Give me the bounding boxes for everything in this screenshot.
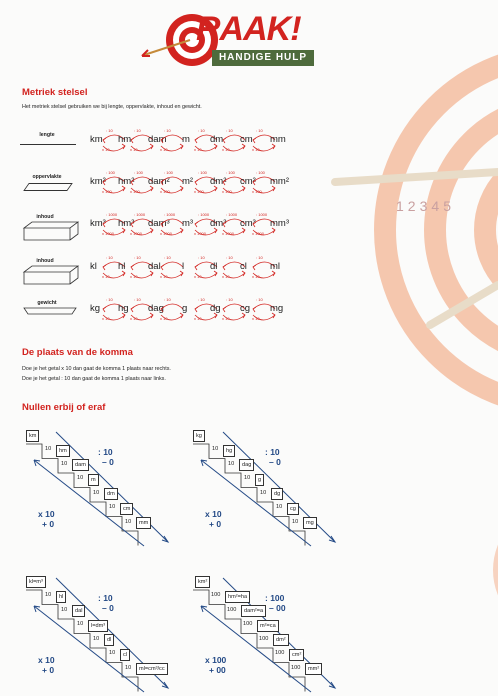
unit-label: cg	[240, 303, 251, 314]
remove-zero-rule: – 0	[269, 457, 281, 467]
stair-diagram	[26, 576, 176, 694]
factor-label: 10	[109, 504, 116, 510]
unit-label: hg	[118, 303, 129, 314]
divide-rule: : 10	[265, 447, 280, 457]
volume-icon	[20, 264, 80, 286]
unit-label: mm³	[270, 218, 289, 229]
unit-label: dam	[148, 134, 167, 145]
multiply-rule: x 10	[38, 655, 55, 665]
line-icon	[20, 144, 76, 145]
unit-label: l	[182, 261, 185, 272]
unit-box: hm	[56, 445, 70, 457]
factor-label: 100	[211, 592, 221, 598]
row-label-lengte: lengte	[39, 132, 55, 138]
unit-label: km	[90, 134, 103, 145]
divide-label: : 1000	[134, 212, 146, 217]
factor-label: 10	[93, 489, 100, 496]
unit-label: m	[182, 134, 190, 145]
unit-box: g	[255, 474, 264, 486]
row-label-inhoud-liters: inhoud	[36, 258, 54, 264]
factor-label: 10	[244, 475, 251, 481]
divide-label: : 1000	[164, 212, 176, 217]
divide-rule: : 100	[265, 593, 285, 603]
divide-label: : 10	[134, 255, 141, 260]
divide-rule: : 10	[98, 593, 113, 603]
factor-label: 100	[259, 635, 269, 642]
factor-label: 100	[291, 664, 301, 671]
add-zero-rule: + 0	[209, 519, 222, 529]
divide-label: : 100	[198, 170, 207, 175]
unit-box: cm	[120, 503, 133, 515]
unit-label: dal	[148, 261, 161, 272]
factor-label: 100	[243, 621, 253, 627]
unit-box: l=dm³	[88, 620, 108, 632]
factor-label: 10	[61, 606, 68, 613]
unit-label: cm	[240, 134, 253, 145]
unit-box: dm	[104, 488, 118, 500]
unit-box: dam²=a	[241, 605, 266, 617]
divide-label: : 10	[198, 255, 205, 260]
unit-label: dm	[210, 134, 224, 145]
divide-label: : 10	[106, 297, 113, 302]
multiply-label: x 10	[194, 316, 202, 321]
divide-label: : 10	[198, 297, 205, 302]
divide-label: : 100	[106, 170, 115, 175]
unit-box: ml=cm³/cc	[136, 663, 168, 675]
unit-box: mg	[303, 517, 317, 529]
komma-line-2: Doe je het getal : 10 dan gaat de komma 1 plaats naar links.	[22, 376, 166, 382]
multiply-label: x 1000	[130, 231, 143, 236]
unit-label: kg	[90, 303, 101, 314]
unit-label: m²	[182, 176, 194, 187]
add-zero-rule: + 00	[209, 665, 226, 675]
factor-label: 100	[275, 650, 285, 656]
arrow-shafts-icon	[330, 160, 498, 340]
decor-number: 5	[443, 198, 455, 214]
remove-zero-rule: – 0	[102, 457, 114, 467]
multiply-label: x 100	[130, 189, 140, 194]
factor-label: 10	[276, 504, 283, 510]
multiply-label: x 1000	[160, 231, 173, 236]
stair-diagram	[26, 430, 176, 548]
surface-icon	[23, 183, 73, 191]
divide-label: : 10	[226, 297, 233, 302]
unit-box: m²=ca	[257, 620, 279, 632]
divide-label: : 10	[226, 128, 233, 133]
add-zero-rule: + 0	[42, 519, 55, 529]
unit-box: dg	[271, 488, 283, 500]
unit-box: cm²	[289, 649, 304, 661]
unit-label: dm³	[210, 218, 227, 229]
unit-label: hm²	[118, 176, 135, 187]
decor-number: 3	[419, 198, 432, 214]
divide-label: : 1000	[198, 212, 210, 217]
divide-label: : 10	[256, 255, 263, 260]
unit-label: dam³	[148, 218, 170, 229]
factor-label: 100	[227, 606, 237, 613]
stair-diagram	[193, 430, 343, 548]
divide-label: : 10	[198, 128, 205, 133]
multiply-label: x 100	[160, 189, 170, 194]
multiply-label: x 10	[102, 316, 110, 321]
unit-box: km²	[195, 576, 210, 588]
divide-label: : 10	[256, 297, 263, 302]
row-label-inhoud: inhoud	[36, 214, 54, 220]
unit-box: km	[26, 430, 39, 442]
unit-box: hg	[223, 445, 235, 457]
unit-label: dam²	[148, 176, 170, 187]
divide-label: : 10	[134, 297, 141, 302]
unit-box: mm²	[305, 663, 322, 675]
divide-label: : 100	[134, 170, 143, 175]
stair-diagram	[193, 576, 343, 694]
divide-label: : 10	[164, 297, 171, 302]
divide-label: : 10	[106, 255, 113, 260]
multiply-label: x 100	[222, 189, 232, 194]
multiply-label: x 1000	[102, 231, 115, 236]
divide-label: : 100	[256, 170, 265, 175]
unit-box: dag	[239, 459, 254, 471]
unit-label: hl	[118, 261, 126, 272]
volume-icon	[20, 220, 80, 242]
unit-label: cm²	[240, 176, 256, 187]
factor-label: 10	[212, 446, 219, 452]
multiply-label: x 10	[160, 274, 168, 279]
decor-numbers	[396, 198, 455, 214]
factor-label: 10	[125, 518, 132, 525]
unit-label: dg	[210, 303, 221, 314]
unit-label: kl	[90, 261, 97, 272]
factor-label: 10	[45, 592, 52, 598]
factor-label: 10	[77, 621, 84, 627]
multiply-label: x 100	[194, 189, 204, 194]
unit-box: mm	[136, 517, 151, 529]
multiply-label: x 10	[130, 147, 138, 152]
unit-box: dam	[72, 459, 89, 471]
unit-label: ml	[270, 261, 281, 272]
logo-subtitle: HANDIGE HULP	[212, 50, 314, 66]
decor-number: 1	[396, 198, 408, 214]
unit-label: km³	[90, 218, 106, 229]
unit-box: hm²=ha	[225, 591, 250, 603]
unit-label: dl	[210, 261, 218, 272]
unit-box: hl	[56, 591, 66, 603]
unit-box: dal	[72, 605, 85, 617]
unit-box: dm²	[273, 634, 289, 646]
divide-label: : 100	[164, 170, 173, 175]
factor-label: 10	[260, 489, 267, 496]
divide-rule: : 10	[98, 447, 113, 457]
unit-label: m³	[182, 218, 194, 229]
unit-box: cg	[287, 503, 299, 515]
metric-intro: Het metriek stelsel gebruiken we bij lengte, oppervlakte, inhoud en gewicht.	[22, 104, 202, 110]
row-label-gewicht: gewicht	[37, 300, 57, 306]
divide-label: : 10	[106, 128, 113, 133]
unit-box: m	[88, 474, 99, 486]
unit-label: g	[182, 303, 188, 314]
decor-number: 2	[407, 198, 420, 214]
multiply-label: x 10	[102, 274, 110, 279]
unit-label: mm	[270, 134, 286, 145]
multiply-rule: x 100	[205, 655, 227, 665]
multiply-label: x 100	[102, 189, 112, 194]
multiply-label: x 10	[252, 316, 260, 321]
multiply-rule: x 10	[205, 509, 222, 519]
multiply-label: x 1000	[252, 231, 265, 236]
unit-label: mg	[270, 303, 284, 314]
multiply-label: x 10	[102, 147, 110, 152]
add-zero-rule: + 0	[42, 665, 55, 675]
factor-label: 10	[93, 635, 100, 642]
unit-box: dl	[104, 634, 114, 646]
divide-label: : 1000	[106, 212, 118, 217]
unit-label: dm²	[210, 176, 227, 187]
unit-label: mm²	[270, 176, 289, 187]
scale-icon	[22, 306, 78, 316]
metric-title: Metriek stelsel	[22, 87, 88, 98]
komma-line-1: Doe je het getal x 10 dan gaat de komma 1 plaats naar rechts.	[22, 366, 171, 372]
multiply-label: x 100	[252, 189, 262, 194]
divide-label: : 100	[226, 170, 235, 175]
decor-number: 4	[431, 198, 444, 214]
multiply-rule: x 10	[38, 509, 55, 519]
multiply-label: x 10	[222, 316, 230, 321]
factor-label: 10	[125, 664, 132, 671]
divide-label: : 10	[134, 128, 141, 133]
logo-title: RAAK!	[196, 10, 301, 48]
komma-title: De plaats van de komma	[22, 347, 133, 358]
unit-label: hm³	[118, 218, 135, 229]
divide-label: : 1000	[256, 212, 268, 217]
factor-label: 10	[292, 518, 299, 525]
unit-label: cm³	[240, 218, 256, 229]
factor-label: 10	[61, 460, 68, 467]
multiply-label: x 10	[160, 147, 168, 152]
remove-zero-rule: – 00	[269, 603, 286, 613]
multiply-label: x 10	[130, 274, 138, 279]
divide-label: : 1000	[226, 212, 238, 217]
unit-box: kg	[193, 430, 205, 442]
multiply-label: x 10	[222, 147, 230, 152]
divide-label: : 10	[256, 128, 263, 133]
unit-label: km²	[90, 176, 106, 187]
multiply-label: x 10	[222, 274, 230, 279]
multiply-label: x 1000	[194, 231, 207, 236]
factor-label: 10	[109, 650, 116, 656]
factor-label: 10	[77, 475, 84, 481]
multiply-label: x 10	[252, 274, 260, 279]
multiply-label: x 10	[252, 147, 260, 152]
multiply-label: x 1000	[222, 231, 235, 236]
nullen-title: Nullen erbij of eraf	[22, 402, 106, 413]
multiply-label: x 10	[130, 316, 138, 321]
unit-box: kl=m³	[26, 576, 46, 588]
unit-label: hm	[118, 134, 132, 145]
unit-label: cl	[240, 261, 247, 272]
factor-label: 10	[228, 460, 235, 467]
multiply-label: x 10	[194, 147, 202, 152]
unit-label: dag	[148, 303, 164, 314]
multiply-label: x 10	[194, 274, 202, 279]
row-label-oppervlakte: oppervlakte	[32, 174, 62, 180]
divide-label: : 10	[226, 255, 233, 260]
remove-zero-rule: – 0	[102, 603, 114, 613]
divide-label: : 10	[164, 128, 171, 133]
unit-box: cl	[120, 649, 130, 661]
divide-label: : 10	[164, 255, 171, 260]
factor-label: 10	[45, 446, 52, 452]
multiply-label: x 10	[160, 316, 168, 321]
